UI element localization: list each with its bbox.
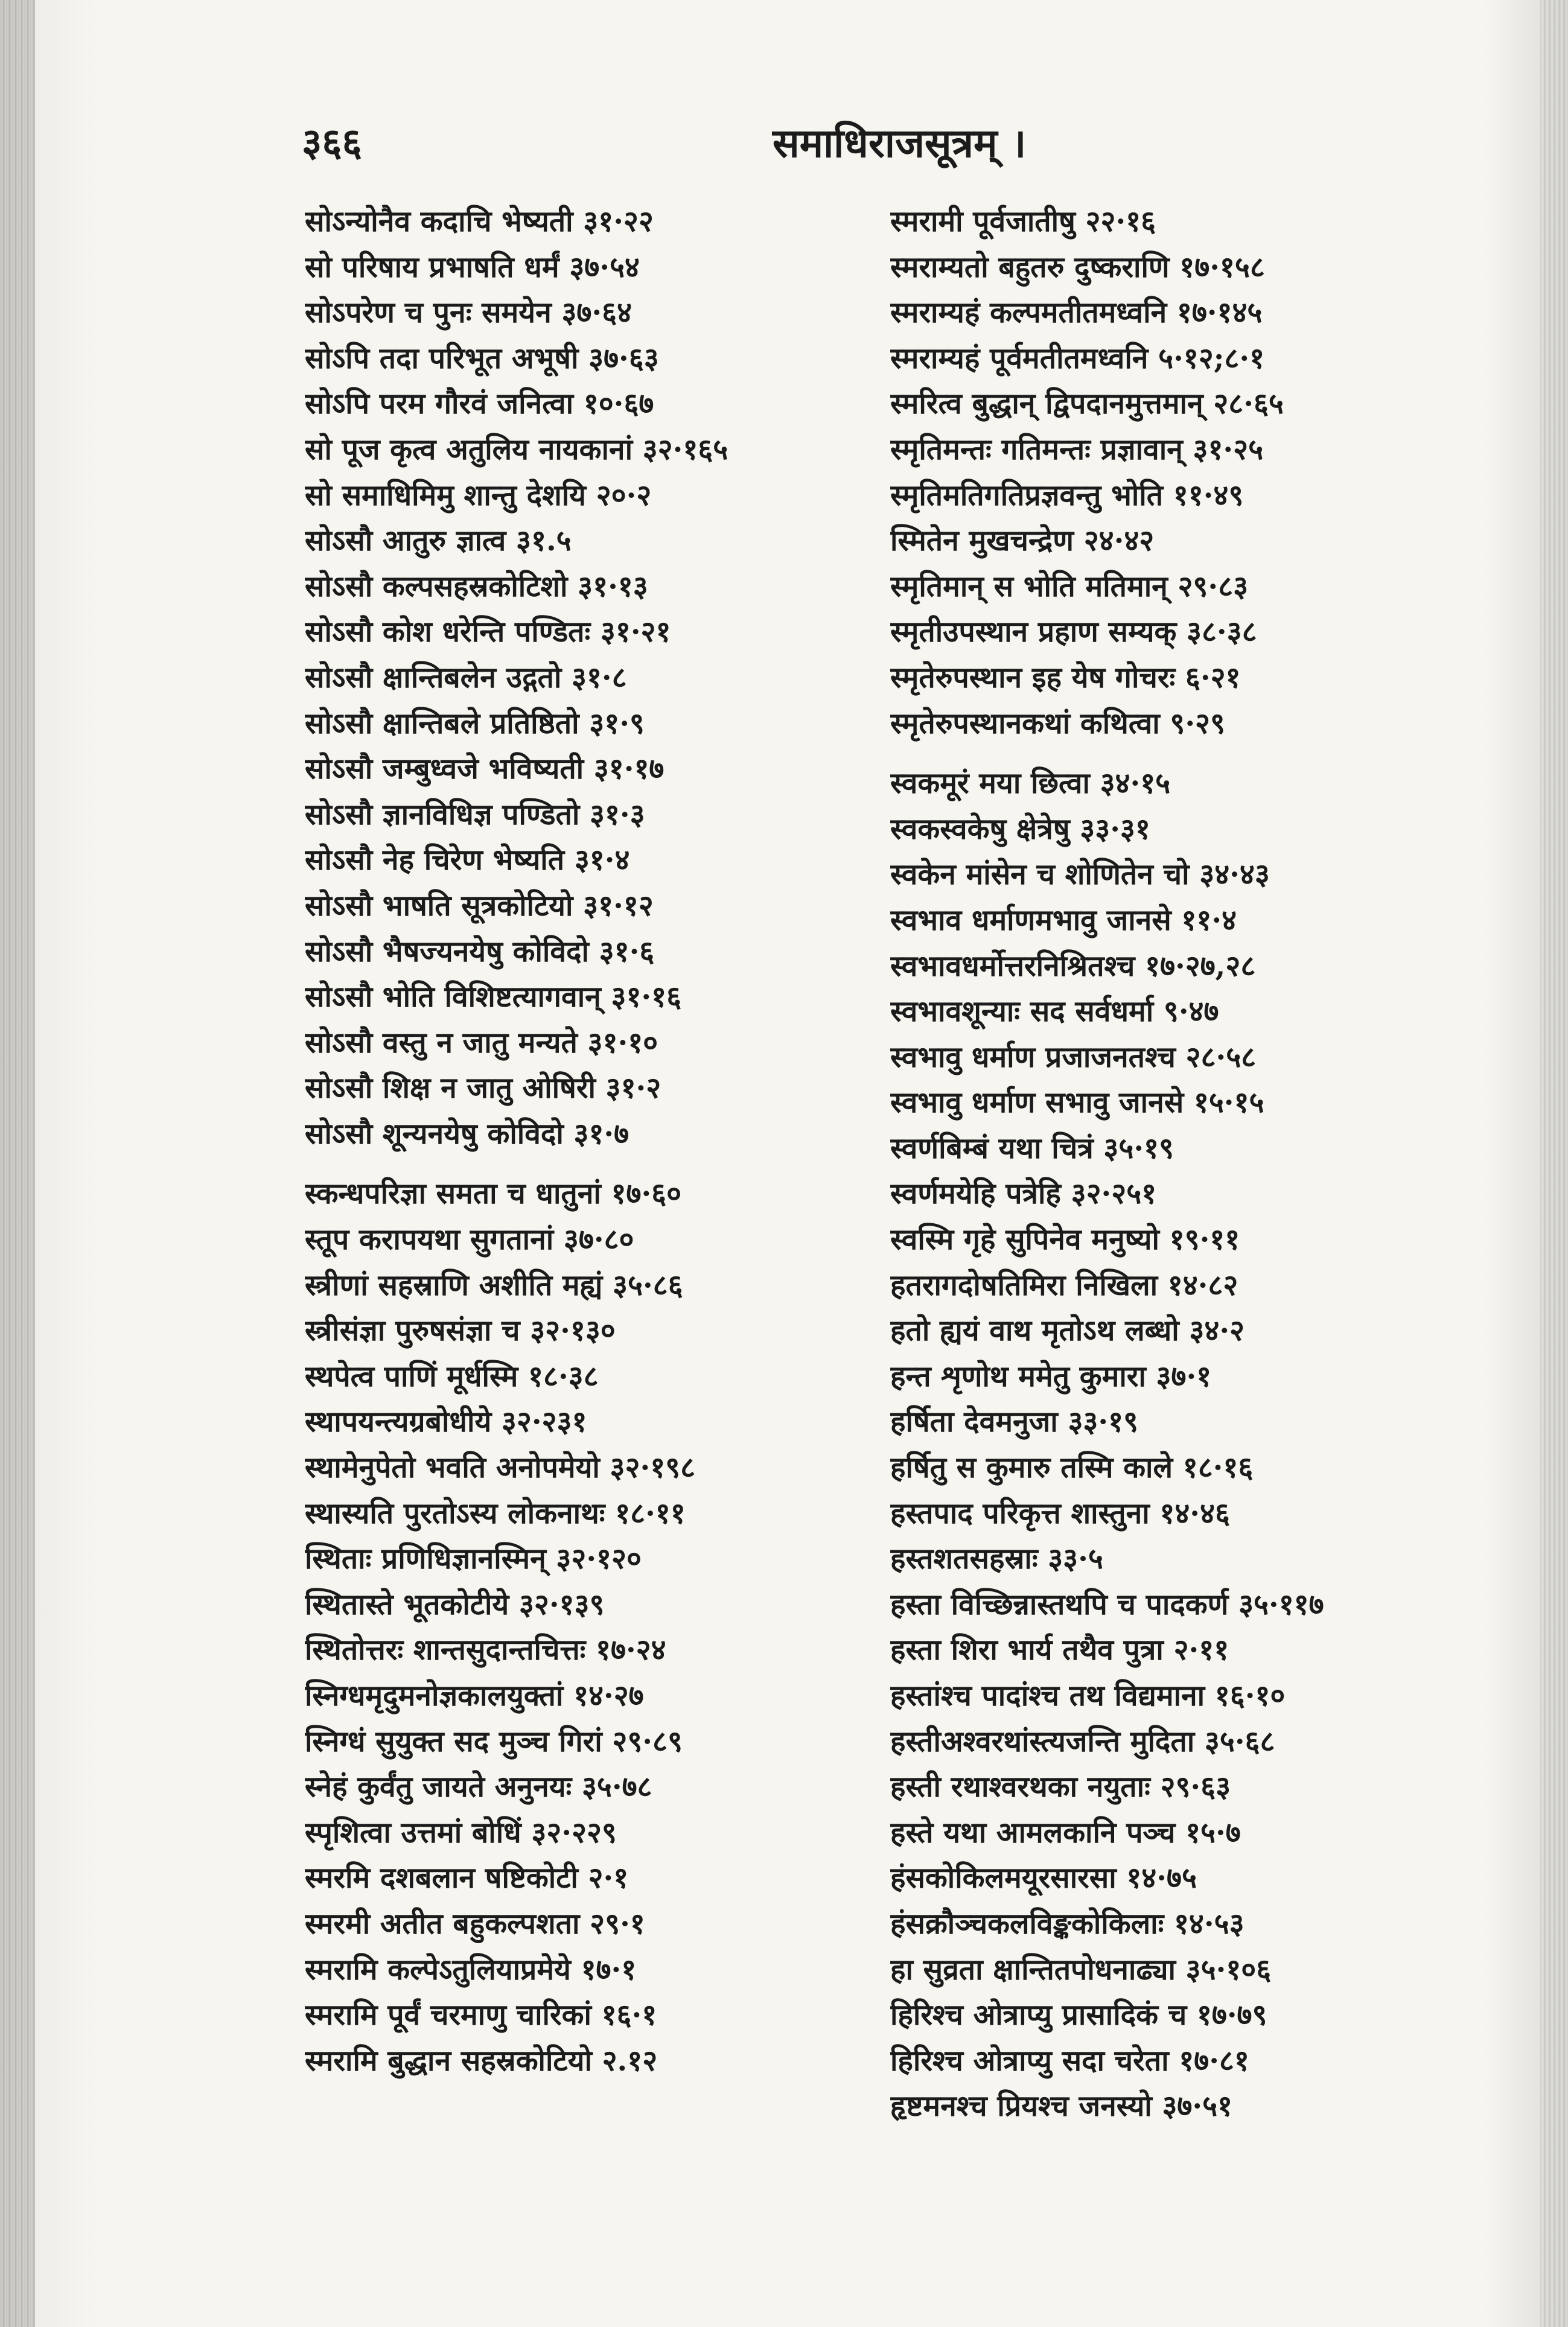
- index-entry: हस्तांश्च पादांश्च तथ विद्यमाना १६·१०: [890, 1679, 1286, 1713]
- index-column-right: [890, 199, 1494, 2130]
- index-entry: हिरिश्च ओत्राप्यु प्रासादिकं च १७·७९: [890, 1998, 1267, 2033]
- index-entry: सोऽसौ कल्पसहस्रकोटिशो ३१·१३: [305, 569, 648, 603]
- page-binding-edge: [0, 0, 35, 2327]
- index-entry: स्मरित्व बुद्धान् द्विपदानमुत्तमान् २८·६५: [890, 387, 1284, 421]
- index-entry: स्मरामि पूर्वं चरमाणु चारिकां १६·१: [305, 1998, 657, 2033]
- index-entry: हिरिश्च ओत्राप्यु सदा चरेता १७·८१: [890, 2043, 1249, 2078]
- index-entry: सोऽपि तदा परिभूत अभूषी ३७·६३: [305, 341, 659, 375]
- index-entry: स्वकमूरं मया छित्वा ३४·१५: [890, 766, 1171, 801]
- section-gap: [890, 746, 1494, 761]
- index-entry: स्मृतिमान् स भोति मतिमान् २९·८३: [890, 569, 1249, 603]
- index-entry: हतो ह्ययं वाथ मृतोऽथ लब्धो ३४·२: [890, 1314, 1245, 1348]
- index-entry: सोऽसौ भोति विशिष्टत्यागवान् ३१·१६: [305, 980, 682, 1014]
- index-entry: स्मृतिमतिगतिप्रज्ञवन्तु भोति ११·४९: [890, 478, 1244, 512]
- index-entry: स्मरामि बुद्धान सहस्रकोटियो २.१२: [305, 2043, 658, 2078]
- index-entry: हस्ता विच्छिन्नास्तथपि च पादकर्ण ३५·११७: [890, 1587, 1324, 1622]
- section-gap: [305, 1157, 908, 1171]
- index-entry: स्तूप करापयथा सुगतानां ३७·८०: [305, 1223, 634, 1257]
- index-entry: स्मराम्यहं पूर्वमतीतमध्वनि ५·१२;८·१: [890, 341, 1265, 375]
- index-entry: हंसकोकिलमयूरसारसा १४·७५: [890, 1861, 1197, 1896]
- index-entry: स्वभावु धर्माण सभावु जानसे १५·१५: [890, 1086, 1264, 1120]
- index-entry: स्थितास्ते भूतकोटीये ३२·१३९: [305, 1587, 605, 1622]
- index-entry: स्मरामि कल्पेऽतुलियाप्रमेये १७·१: [305, 1952, 637, 1987]
- index-entry: हन्त शृणोथ ममेतु कुमारा ३७·१: [890, 1359, 1212, 1393]
- index-entry: सोऽसौ भाषति सूत्रकोटियो ३१·१२: [305, 888, 654, 923]
- index-entry: स्वभावधर्मोत्तरनिश्रितश्च १७·२७,२८: [890, 949, 1256, 983]
- index-entry: हस्तशतसहस्राः ३३·५: [890, 1542, 1103, 1576]
- index-entry: सोऽसौ शून्यनयेषु कोविदो ३१·७: [305, 1116, 629, 1151]
- index-entry: सोऽपि परम गौरवं जनित्वा १०·६७: [305, 387, 654, 421]
- index-entry: स्निग्धं सुयुक्त सद मुञ्च गिरां २९·८९: [305, 1724, 683, 1759]
- index-entry: स्थपेत्व पाणिं मूर्धस्मि १८·३८: [305, 1359, 599, 1393]
- index-entry: सोऽसौ ज्ञानविधिज्ञ पण्डितो ३१·३: [305, 797, 645, 832]
- index-entry: स्मृतेरुपस्थानकथां कथित्वा ९·२९: [890, 706, 1225, 740]
- index-entry: स्मरामी पूर्वजातीषु २२·१६: [890, 205, 1156, 238]
- index-entry: स्थापयन्त्यग्रबोधीये ३२·२३१: [305, 1405, 587, 1439]
- index-entry: हस्ता शिरा भार्य तथैव पुत्रा २·११: [890, 1633, 1229, 1667]
- index-entry: हस्तीअश्वरथांस्त्यजन्ति मुदिता ३५·६८: [890, 1724, 1275, 1759]
- index-entry: सोऽन्योनैव कदाचि भेष्यती ३१·२२: [305, 205, 654, 238]
- index-entry: सोऽसौ आतुरु ज्ञात्व ३१.५: [305, 524, 572, 558]
- index-entry: स्थामेनुपेतो भवति अनोपमेयो ३२·१९८: [305, 1451, 696, 1485]
- index-entry: स्मितेन मुखचन्द्रेण २४·४२: [890, 524, 1155, 558]
- index-entry: स्मृतिमन्तः गतिमन्तः प्रज्ञावान् ३१·२५: [890, 432, 1264, 466]
- index-entry: स्मरमी अतीत बहुकल्पशता २९·१: [305, 1906, 645, 1941]
- index-entry: हस्ती रथाश्वरथका नयुताः २९·६३: [890, 1770, 1231, 1804]
- index-entry: स्त्रीसंज्ञा पुरुषसंज्ञा च ३२·१३०: [305, 1314, 616, 1348]
- index-entry: स्मराम्यहं कल्पमतीतमध्वनि १७·१४५: [890, 296, 1263, 330]
- index-entry: सोऽपरेण च पुनः समयेन ३७·६४: [305, 296, 633, 330]
- index-entry: स्मराम्यतो बहुतरु दुष्कराणि १७·१५८: [890, 250, 1265, 284]
- page-header: [302, 115, 1340, 181]
- index-entry: सोऽसौ क्षान्तिबलेन उद्गतो ३१·८: [305, 660, 627, 695]
- page-number: ३६६: [302, 120, 362, 165]
- index-entry: सोऽसौ वस्तु न जातु मन्यते ३१·१०: [305, 1025, 658, 1060]
- index-entry: स्वर्णबिम्बं यथा चित्रं ३५·१९: [890, 1131, 1174, 1165]
- index-entry: सो पूज कृत्व अतुलिय नायकानां ३२·१६५: [305, 432, 728, 466]
- index-entry: स्वस्मि गृहे सुपिनेव मनुष्यो १९·११: [890, 1223, 1240, 1257]
- index-entry: हृष्टमनश्च प्रियश्च जनस्यो ३७·५१: [890, 2089, 1233, 2124]
- index-entry: हंसक्रौञ्चकलविङ्ककोकिलाः १४·५३: [890, 1906, 1245, 1941]
- index-entry: स्निग्धमृदुमनोज्ञकालयुक्तां १४·२७: [305, 1679, 644, 1713]
- index-entry: स्वकस्वकेषु क्षेत्रेषु ३३·३१: [890, 812, 1150, 846]
- index-entry: स्वकेन मांसेन च शोणितेन चो ३४·४३: [890, 858, 1270, 892]
- index-entry: सोऽसौ भैषज्यनयेषु कोविदो ३१·६: [305, 934, 655, 969]
- index-entry: स्त्रीणां सहस्राणि अशीति मह्यं ३५·८६: [305, 1268, 683, 1302]
- index-entry: स्थास्यति पुरतोऽस्य लोकनाथः १८·११: [305, 1496, 686, 1530]
- index-entry: स्थिताः प्रणिधिज्ञानस्मिन् ३२·१२०: [305, 1542, 642, 1576]
- index-entry: हर्षितु स कुमारु तस्मि काले १८·१६: [890, 1451, 1254, 1485]
- index-entry: हस्ते यथा आमलकानि पञ्च १५·७: [890, 1815, 1241, 1850]
- page-right-edge: [1540, 0, 1568, 2327]
- index-entry: सोऽसौ शिक्ष न जातु ओषिरी ३१·२: [305, 1071, 661, 1106]
- index-entry: सोऽसौ नेह चिरेण भेष्यति ३१·४: [305, 843, 630, 877]
- index-entry: सोऽसौ जम्बुध्वजे भविष्यती ३१·१७: [305, 752, 664, 786]
- index-entry: हा सुव्रता क्षान्तितपोधनाढ्या ३५·१०६: [890, 1952, 1272, 1987]
- index-entry: स्मरमि दशबलान षष्टिकोटी २·१: [305, 1861, 629, 1896]
- index-entry: सो परिषाय प्रभाषति धर्मं ३७·५४: [305, 250, 640, 284]
- index-entry: स्वभाव धर्माणमभावु जानसे ११·४: [890, 903, 1237, 937]
- running-title: समाधिराजसूत्रम् ।: [773, 119, 1027, 167]
- index-entry: स्पृशित्वा उत्तमां बोधिं ३२·२२९: [305, 1815, 617, 1850]
- index-entry: हतरागदोषतिमिरा निखिला १४·८२: [890, 1268, 1238, 1302]
- index-entry: स्वभावु धर्माण प्रजाजनतश्च २८·५८: [890, 1040, 1257, 1074]
- index-entry: स्थितोत्तरः शान्तसुदान्तचित्तः १७·२४: [305, 1633, 666, 1667]
- index-entry: सोऽसौ कोश धरेन्ति पण्डितः ३१·२१: [305, 615, 671, 649]
- index-entry: सो समाधिमिमु शान्तु देशयि २०·२: [305, 478, 652, 512]
- index-entry: हस्तपाद परिकृत्त शास्तुना १४·४६: [890, 1496, 1230, 1530]
- index-entry: स्वर्णमयेहि पत्रेहि ३२·२५१: [890, 1177, 1157, 1211]
- index-entry: स्नेहं कुर्वंतु जायते अनुनयः ३५·७८: [305, 1770, 652, 1804]
- index-entry: स्वभावशून्याः सद सर्वधर्मा ९·४७: [890, 995, 1219, 1029]
- index-entry: स्मृतेरुपस्थान इह येष गोचरः ६·२१: [890, 660, 1241, 695]
- index-entry: हर्षिता देवमनुजा ३३·१९: [890, 1405, 1138, 1439]
- index-entry: स्कन्धपरिज्ञा समता च धातुनां १७·६०: [305, 1177, 682, 1211]
- index-column-left: [305, 199, 908, 2084]
- index-entry: स्मृतीउपस्थान प्रहाण सम्यक् ३८·३८: [890, 615, 1257, 649]
- index-entry: सोऽसौ क्षान्तिबले प्रतिष्ठितो ३१·९: [305, 706, 645, 740]
